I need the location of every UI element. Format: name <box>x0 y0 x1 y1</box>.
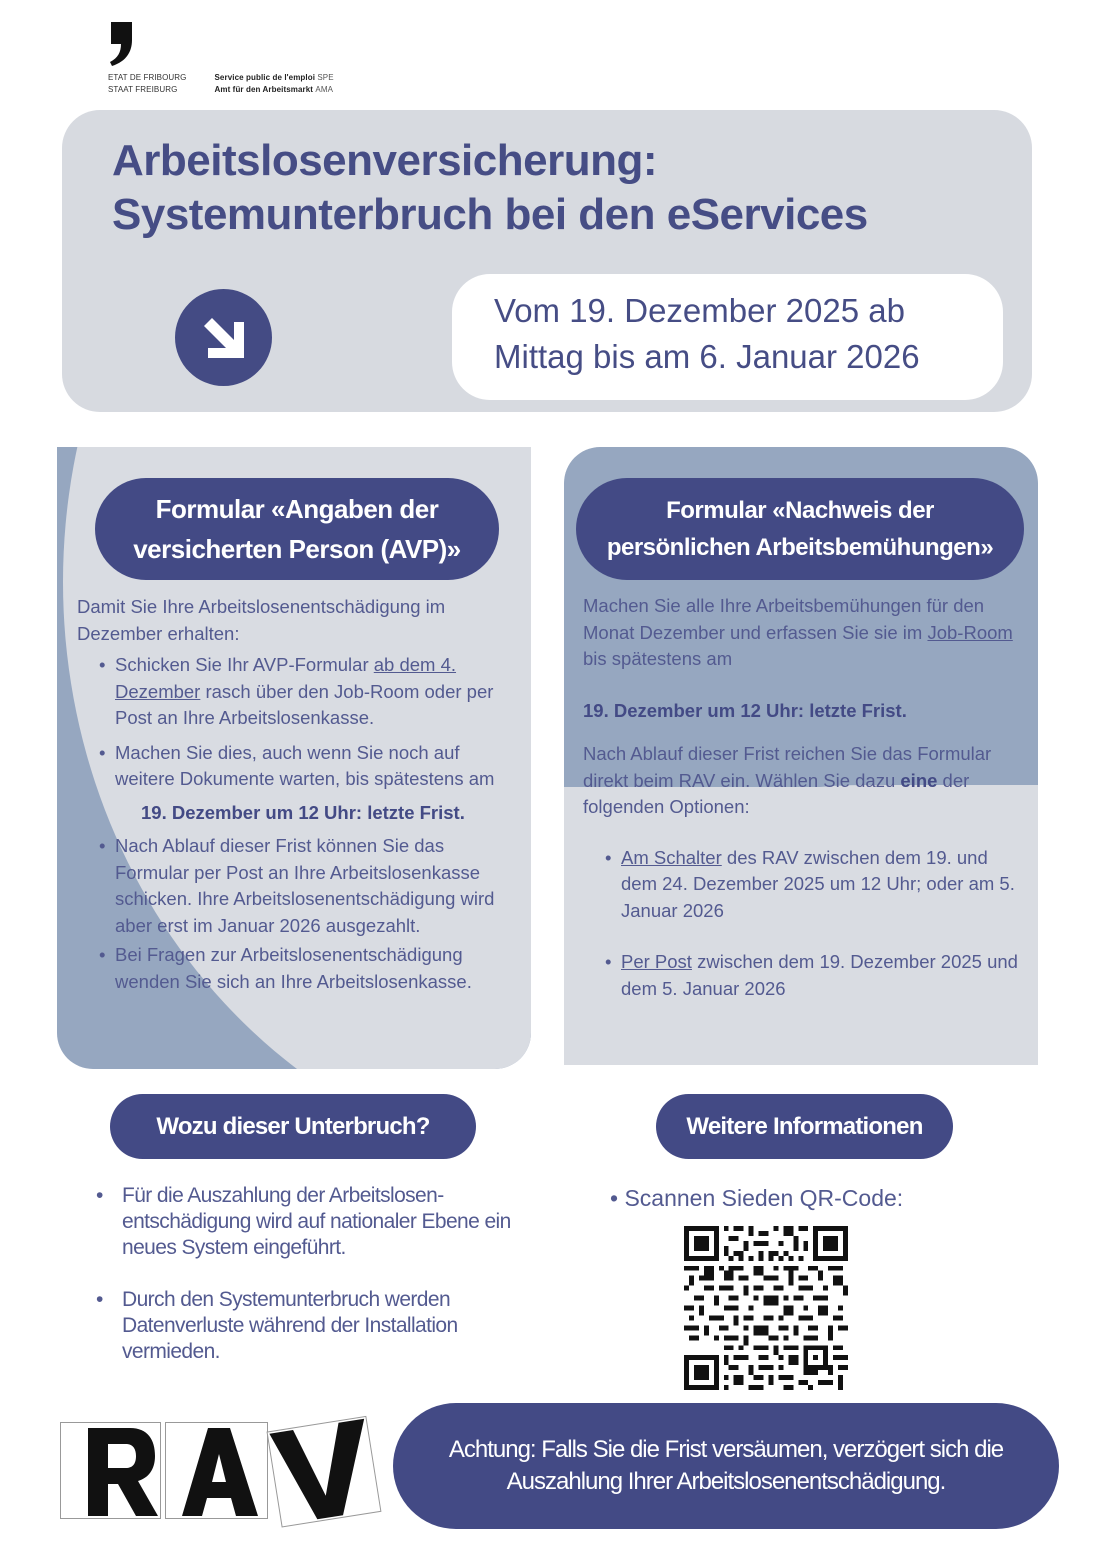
why-list <box>96 1183 516 1391</box>
list-item: • Schicken Sie Ihr AVP-Formular ab dem 4. Dezember rasch über den Job-Room oder per Post an Ihre Arbeitslosenkasse. <box>77 652 522 732</box>
department-name: Service public de l'emploi SPE Amt für den Arbeitsmarkt AMA <box>214 73 334 94</box>
work-effort-card-title: Formular «Nachweis der persönlichen Arbeitsbemühungen» <box>576 478 1024 580</box>
deadline: 19. Dezember um 12 Uhr: letzte Frist. <box>141 801 465 823</box>
qr-code-icon[interactable] <box>684 1226 848 1390</box>
work-effort-card-body: Machen Sie alle Ihre Arbeitsbemühungen für den Monat Dezember und erfassen Sie sie im Job-Room bis spätestens am 19. Dezember um 12 Uhr: letzte Frist. Nach Ablauf dieser Frist reichen Sie das Formular direkt beim RAV ein. Wählen Sie dazu eine der folgenden Optionen: • Am Schalter des RAV zwischen dem 19. und dem 24. Dezember 2025 um 12 Uhr; oder am 5. Januar 2026 • Per Post zwischen dem 19. Dezember 2025 und dem 5. Januar 2026 <box>583 593 1023 1002</box>
work-effort-form-card <box>564 447 1038 1065</box>
warning-banner: Achtung: Falls Sie die Frist versäumen, verzögert sich die Auszahlung Ihrer Arbeitslosenentschädigung. <box>393 1403 1059 1529</box>
hero-banner <box>62 110 1032 412</box>
rav-logo <box>60 1412 382 1530</box>
page-title: Arbeitslosenversicherung: Systemunterbruch bei den eServices <box>112 136 868 239</box>
list-item: • Per Post zwischen dem 19. Dezember 2025 und dem 5. Januar 2026 <box>583 949 1023 1002</box>
post-link[interactable]: Per Post <box>621 951 692 972</box>
deadline: 19. Dezember um 12 Uhr: letzte Frist. <box>583 699 907 721</box>
date-link[interactable]: ab dem 4. Dezember <box>115 654 457 702</box>
arrow-down-right-icon <box>175 289 272 386</box>
job-room-link[interactable]: Job-Room <box>927 621 1013 643</box>
qr-instruction: • Scannen Sieden QR-Code: <box>610 1185 904 1211</box>
list-item: • Bei Fragen zur Arbeitslosenentschädigung wenden Sie sich an Ihre Arbeitslosenkasse. <box>77 942 522 995</box>
avp-card-title: Formular «Angaben der versicherten Person (AVP)» <box>95 478 499 580</box>
list-item: • Für die Auszahlung der Arbeitslosen-entschädigung wird auf nationaler Ebene ein neues System eingeführt. <box>96 1183 516 1261</box>
comma-logo-icon <box>108 22 134 66</box>
outage-period: Vom 19. Dezember 2025 ab Mittag bis am 6. Januar 2026 <box>452 274 1003 400</box>
more-info-heading: Weitere Informationen <box>656 1094 953 1159</box>
list-item: • Machen Sie dies, auch wenn Sie noch auf weitere Dokumente warten, bis spätestens am <box>77 740 522 793</box>
list-item: • Am Schalter des RAV zwischen dem 19. und dem 24. Dezember 2025 um 12 Uhr; oder am 5. Januar 2026 <box>583 845 1023 925</box>
counter-link[interactable]: Am Schalter <box>621 846 722 868</box>
list-item: • Durch den Systemunterbruch werden Datenverluste während der Installation vermieden. <box>96 1287 516 1365</box>
avp-card-body: Damit Sie Ihre Arbeitslosenentschädigung im Dezember erhalten: • Schicken Sie Ihr AVP-Formular ab dem 4. Dezember rasch über den Job-Room oder per Post an Ihre Arbeitslosenkasse. • Machen Sie dies, auch wenn Sie noch auf weitere Dokumente warten, bis spätestens am 19. Dezember um 12 Uhr: letzte Frist. • Nach Ablauf dieser Frist können Sie das Formular per Post an Ihre Arbeitslosenkasse schicken. Ihre Arbeitslosenentschädigung wird aber erst im Januar 2026 ausgezahlt. • Bei Fragen zur Arbeitslosenentschädigung wenden Sie sich an Ihre Arbeitslosenkasse. <box>77 594 522 995</box>
avp-form-card <box>57 447 531 1069</box>
canton-logo <box>108 22 334 94</box>
why-heading: Wozu dieser Unterbruch? <box>110 1094 476 1159</box>
list-item: • Nach Ablauf dieser Frist können Sie das Formular per Post an Ihre Arbeitslosenkasse schicken. Ihre Arbeitslosenentschädigung wird aber erst im Januar 2026 ausgezahlt. <box>77 833 522 939</box>
canton-name: ETAT DE FRIBOURG STAAT FREIBURG <box>108 73 187 94</box>
